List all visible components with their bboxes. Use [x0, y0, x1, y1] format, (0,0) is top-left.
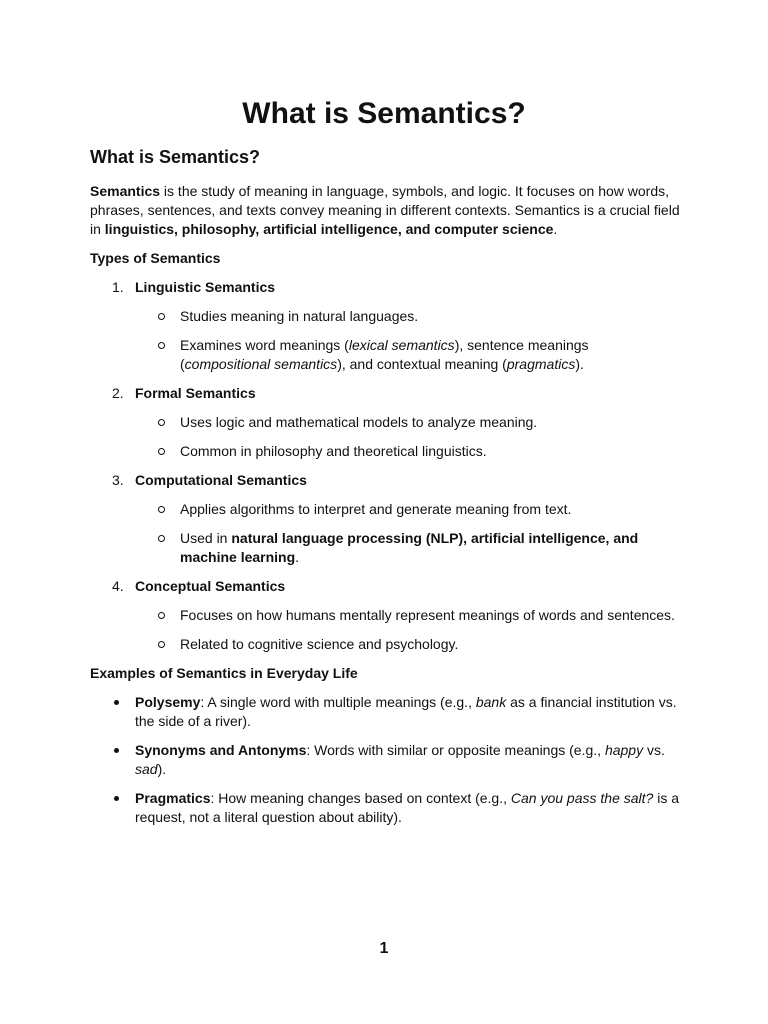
example-pragmatics	[90, 789, 682, 827]
sub-item	[135, 442, 682, 461]
sub-item-text: ).	[575, 356, 584, 372]
sub-item	[135, 529, 682, 567]
example-term: Synonyms and Antonyms	[135, 742, 307, 758]
type-sub-list	[135, 307, 682, 374]
example-text: as a financial institution vs. the side of a river).	[135, 694, 677, 729]
circle-bullet-icon	[158, 342, 165, 349]
example-text: : A single word with multiple meanings (e.g.,	[200, 694, 476, 710]
circle-bullet-icon	[158, 641, 165, 648]
document-body	[90, 146, 682, 837]
type-number: 1.	[112, 279, 124, 295]
circle-bullet-icon	[158, 448, 165, 455]
sub-item-text: Uses logic and mathematical models to analyze meaning.	[180, 414, 538, 430]
type-item-formal	[90, 384, 682, 461]
bullet-dot-icon	[114, 700, 119, 705]
sub-item-text: Used in	[180, 530, 232, 546]
circle-bullet-icon	[158, 313, 165, 320]
type-sub-list	[135, 413, 682, 461]
term-pragmatics: pragmatics	[506, 356, 576, 372]
type-title: Linguistic Semantics	[135, 279, 276, 295]
example-italic: happy	[604, 742, 644, 758]
bullet-dot-icon	[114, 748, 119, 753]
sub-item	[135, 336, 682, 374]
type-title: Conceptual Semantics	[135, 578, 286, 594]
example-italic: bank	[475, 694, 507, 710]
page-title: What is Semantics?	[242, 97, 526, 130]
type-item-conceptual	[90, 577, 682, 654]
sub-item	[135, 606, 682, 625]
sub-item-text: .	[295, 549, 300, 565]
sub-item-text: Examines word meanings (	[180, 337, 349, 353]
type-sub-list	[135, 500, 682, 567]
section-heading: What is Semantics?	[90, 147, 261, 167]
type-number: 2.	[112, 385, 124, 401]
example-text: vs.	[643, 742, 665, 758]
intro-term: Semantics	[90, 183, 161, 199]
sub-item-text: Applies algorithms to interpret and generate meaning from text.	[180, 501, 572, 517]
sub-item	[135, 307, 682, 326]
example-synonyms	[90, 741, 682, 779]
intro-end: .	[553, 221, 558, 237]
intro-text: is the study of meaning in language, symbols, and logic. It focuses on how words, phrases, sentences, and texts convey meaning in different contexts. Semantics is a crucial field in	[90, 183, 680, 237]
term-lexical: lexical semantics	[348, 337, 455, 353]
circle-bullet-icon	[158, 419, 165, 426]
sub-item	[135, 635, 682, 654]
page-number: 1	[379, 940, 389, 957]
example-italic: Can you pass the salt?	[510, 790, 654, 806]
sub-item-text: Focuses on how humans mentally represent meanings of words and sentences.	[180, 607, 675, 623]
example-italic: sad	[135, 761, 158, 777]
sub-item-bold: natural language processing (NLP), artificial intelligence, and machine learning	[180, 530, 639, 565]
example-polysemy	[90, 693, 682, 731]
type-number: 4.	[112, 578, 124, 594]
type-number: 3.	[112, 472, 124, 488]
intro-fields: linguistics, philosophy, artificial intelligence, and computer science	[104, 221, 554, 237]
intro-paragraph	[90, 182, 682, 239]
sub-item-text: ), sentence meanings (	[180, 337, 589, 372]
example-term: Polysemy	[135, 694, 201, 710]
examples-heading: Examples of Semantics in Everyday Life	[90, 665, 358, 681]
sub-item-text: Common in philosophy and theoretical linguistics.	[180, 443, 487, 459]
circle-bullet-icon	[158, 535, 165, 542]
circle-bullet-icon	[158, 612, 165, 619]
type-title: Formal Semantics	[135, 385, 256, 401]
example-text: : Words with similar or opposite meanings (e.g.,	[306, 742, 605, 758]
example-text: is a request, not a literal question about ability).	[135, 790, 679, 825]
example-text: : How meaning changes based on context (e.g.,	[210, 790, 511, 806]
circle-bullet-icon	[158, 506, 165, 513]
sub-item-text: ), and contextual meaning (	[337, 356, 507, 372]
type-sub-list	[135, 606, 682, 654]
sub-item	[135, 413, 682, 432]
type-title: Computational Semantics	[135, 472, 307, 488]
bullet-dot-icon	[114, 796, 119, 801]
types-list	[90, 278, 682, 654]
sub-item	[135, 500, 682, 519]
example-text: ).	[157, 761, 167, 777]
term-compositional: compositional semantics	[184, 356, 338, 372]
sub-item-text: Related to cognitive science and psychology.	[180, 636, 459, 652]
type-item-linguistic	[90, 278, 682, 374]
examples-list	[90, 693, 682, 827]
sub-item-text: Studies meaning in natural languages.	[180, 308, 419, 324]
types-heading: Types of Semantics	[90, 250, 221, 266]
type-item-computational	[90, 471, 682, 567]
example-term: Pragmatics	[135, 790, 211, 806]
